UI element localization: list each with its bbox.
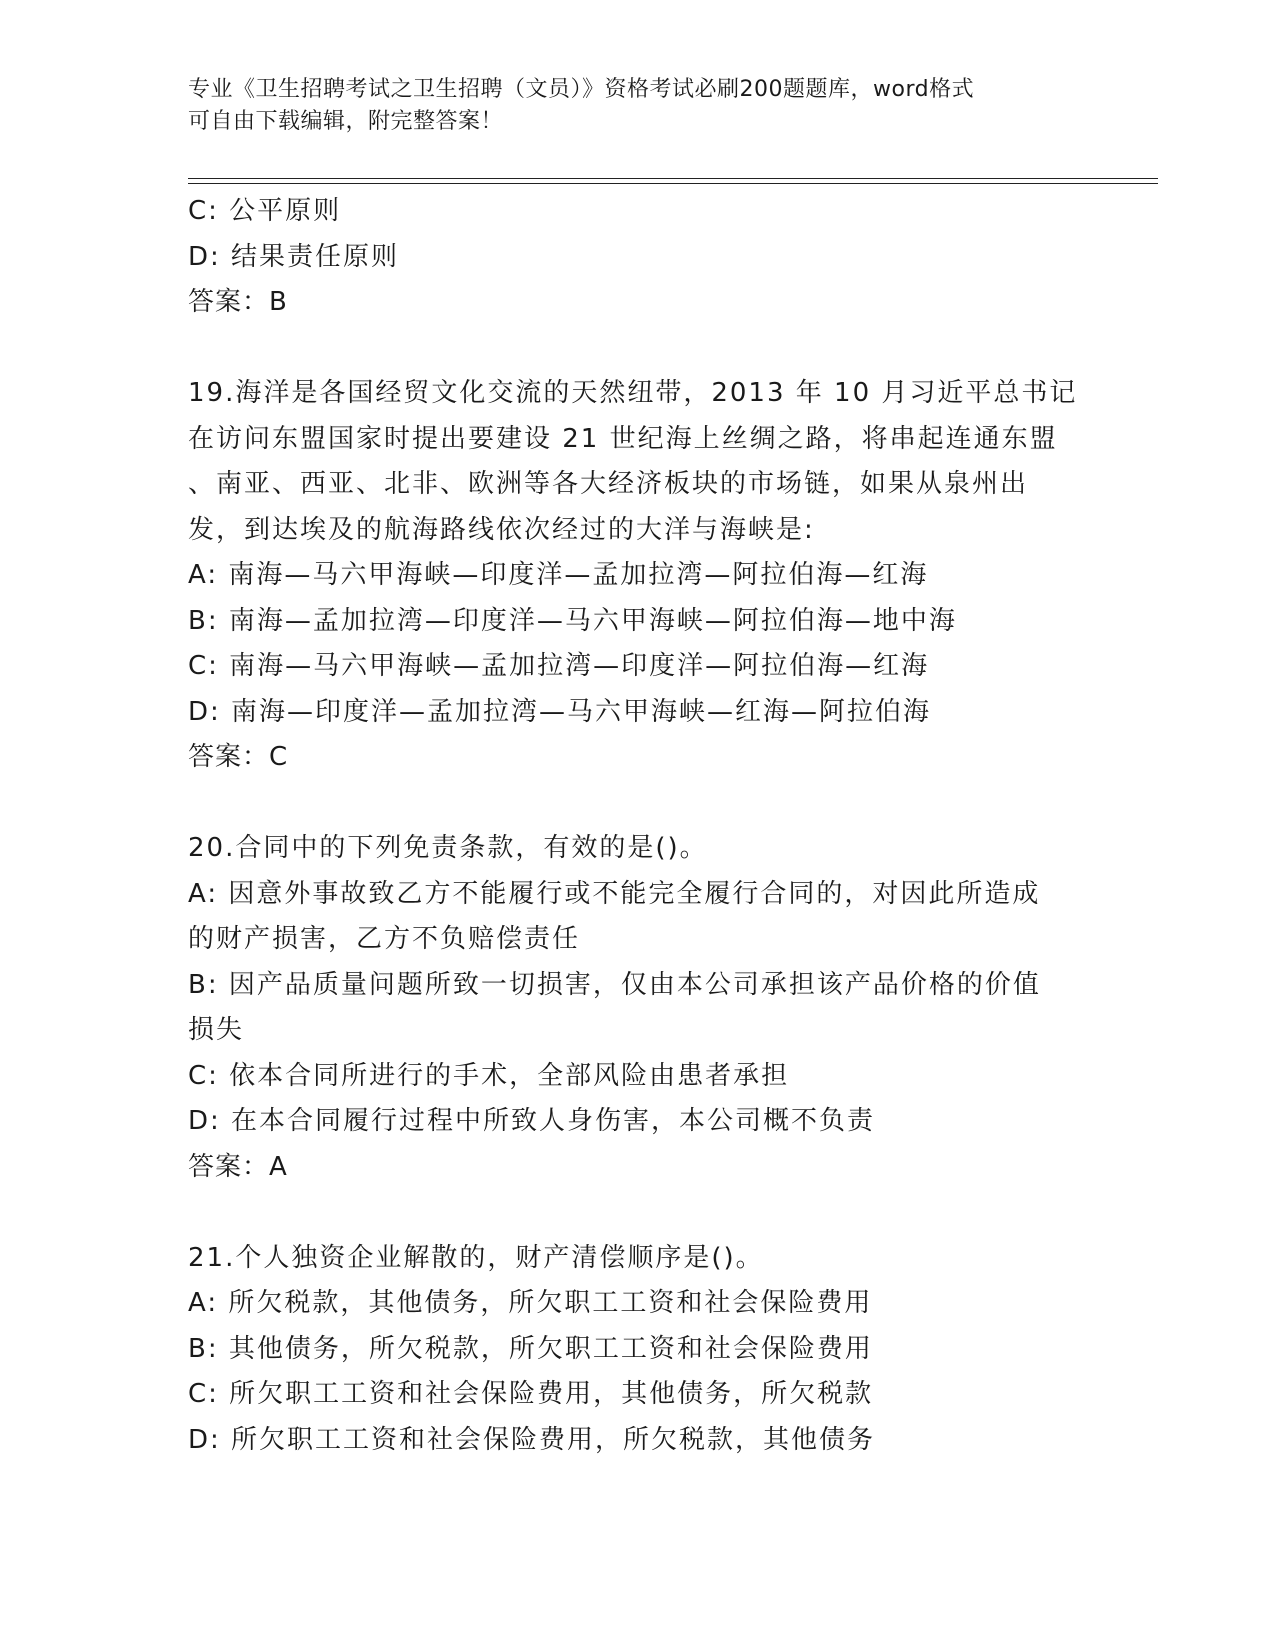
question-19 [188, 371, 1088, 781]
header-divider-top [188, 178, 1158, 179]
question-20 [188, 826, 1088, 1190]
option-a-continued: 的财产损害，乙方不负赔偿责任 [188, 924, 581, 954]
option-b: B: 南海—孟加拉湾—印度洋—马六甲海峡—阿拉伯海—地中海 [188, 605, 957, 636]
option-c: C: 南海—马六甲海峡—孟加拉湾—印度洋—阿拉伯海—红海 [188, 651, 930, 681]
question-text: 、南亚、西亚、北非、欧洲等各大经济板块的市场链，如果从泉州出 [188, 469, 1029, 499]
answer-line: 答案：C [188, 742, 289, 772]
question-18-tail [188, 189, 1088, 326]
option-a: A: 南海—马六甲海峡—印度洋—孟加拉湾—阿拉伯海—红海 [188, 560, 929, 590]
option-b-continued: 损失 [188, 1015, 245, 1045]
option-d: D: 结果责任原则 [188, 241, 400, 272]
header-line-1: 专业《卫生招聘考试之卫生招聘（文员）》资格考试必刷200题题库，word格式 [188, 77, 975, 102]
option-c: C: 依本合同所进行的手术，全部风险由患者承担 [188, 1060, 790, 1091]
option-a: A: 因意外事故致乙方不能履行或不能完全履行合同的，对因此所造成 [188, 878, 1041, 909]
option-d: D: 在本合同履行过程中所致人身伤害，本公司概不负责 [188, 1106, 876, 1136]
spacer [188, 326, 1088, 372]
option-c: C: 所欠职工工资和社会保险费用，其他债务，所欠税款 [188, 1379, 874, 1409]
question-text: 在访问东盟国家时提出要建设 21 世纪海上丝绸之路，将串起连通东盟 [188, 423, 1058, 454]
option-b: B: 其他债务，所欠税款，所欠职工工资和社会保险费用 [188, 1333, 873, 1364]
option-b: B: 因产品质量问题所致一切损害，仅由本公司承担该产品价格的价值 [188, 969, 1041, 1000]
question-text: 19.海洋是各国经贸文化交流的天然纽带，2013 年 10 月习近平总书记 [188, 378, 1078, 408]
question-text: 发，到达埃及的航海路线依次经过的大洋与海峡是: [188, 514, 815, 545]
document-header [188, 74, 1088, 138]
answer-line: 答案：B [188, 287, 288, 317]
option-d: D: 所欠职工工资和社会保险费用，所欠税款，其他债务 [188, 1424, 876, 1455]
question-text: 21.个人独资企业解散的，财产清偿顺序是()。 [188, 1242, 764, 1273]
option-d: D: 南海—印度洋—孟加拉湾—马六甲海峡—红海—阿拉伯海 [188, 696, 932, 727]
answer-line: 答案：A [188, 1151, 288, 1182]
option-c: C: 公平原则 [188, 196, 342, 226]
header-divider-bottom [188, 183, 1158, 184]
document-body [188, 189, 1088, 1463]
spacer [188, 781, 1088, 827]
question-21 [188, 1236, 1088, 1464]
question-text: 20.合同中的下列免责条款，有效的是()。 [188, 833, 708, 863]
spacer [188, 1190, 1088, 1236]
option-a: A: 所欠税款，其他债务，所欠职工工资和社会保险费用 [188, 1288, 873, 1318]
header-line-2: 可自由下载编辑，附完整答案！ [188, 109, 504, 134]
